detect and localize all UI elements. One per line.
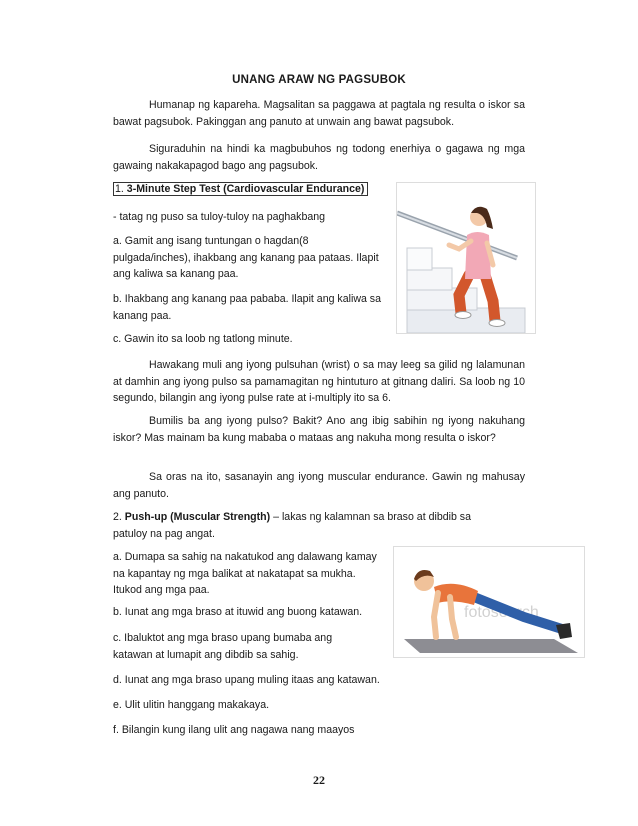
step-test-illustration <box>396 182 536 334</box>
muscular-endurance-paragraph: Sa oras na ito, sasanayin ang iyong muscular endurance. Gawin ng mahusay ang panuto. <box>113 471 525 500</box>
test2-step-a: a. Dumapa sa sahig na nakatukod ang dalawang kamay na kapantay ng mga balikat at nakatapat sa mukha. Itukod ang mga paa. <box>113 551 377 596</box>
test1-title: 3-Minute Step Test (Cardiovascular Endurance) <box>126 183 365 195</box>
pulse-questions-paragraph: Bumilis ba ang iyong pulso? Bakit? Ano ang ibig sabihin ng iyong nakuhang iskor? Mas mainam ba kung mababa o mataas ang nakuha mong resulta o iskor? <box>113 415 525 444</box>
intro-paragraph-2: Siguraduhin na hindi ka magbubuhos ng todong enerhiya o gagawa ng mga gawaing nakakapagod bago ang pagsubok. <box>113 143 525 172</box>
test2-step-f: f. Bilangin kung ilang ulit ang nagawa nang maayos <box>113 724 355 736</box>
test2-description: – lakas ng kalamnan sa braso at dibdib sa patuloy na pag angat. <box>113 511 471 540</box>
test1-number: 1. <box>115 183 124 195</box>
intro-paragraph-1: Humanap ng kapareha. Magsalitan sa paggawa at pagtala ng resulta o iskor sa bawat pagsubok. Pakinggan ang panuto at unwain ang bawat pagsubok. <box>113 99 525 128</box>
test2-number: 2. <box>113 511 122 523</box>
test1-step-a: a. Gamit ang isang tuntungan o hagdan(8 pulgada/inches), ihakbang ang kanang paa pataas. Ilapit ang kaliwa sa kanang paa. <box>113 235 379 280</box>
pulse-instructions-paragraph: Hawakang muli ang iyong pulsuhan (wrist) o sa may leeg sa gilid ng lalamunan at damhin ang iyong pulso sa pamamagitan ng hintuturo at gitnang daliri. Sa loob ng 10 segundo, bilangin ang iyong pulse rate at i-multiply ito sa 6. <box>113 359 525 404</box>
test1-step-b: b. Ihakbang ang kanang paa pababa. Ilapit ang kaliwa sa kanang paa. <box>113 293 381 322</box>
test2-heading <box>113 509 508 542</box>
watermark-text: fotosearch <box>464 604 539 621</box>
test2-title: Push-up (Muscular Strength) <box>124 511 271 523</box>
test1-step-c: c. Gawin ito sa loob ng tatlong minute. <box>113 333 293 345</box>
test1-heading <box>113 181 368 198</box>
page-number: 22 <box>313 773 325 787</box>
page-title: UNANG ARAW NG PAGSUBOK <box>232 74 406 86</box>
push-up-illustration <box>393 546 585 658</box>
test2-step-e: e. Ulit ulitin hanggang makakaya. <box>113 699 270 711</box>
test1-description: - tatag ng puso sa tuloy-tuloy na paghakbang <box>113 211 326 223</box>
test2-step-d: d. Iunat ang mga braso upang muling itaas ang katawan. <box>113 674 380 686</box>
test2-step-c: c. Ibaluktot ang mga braso upang bumaba ang katawan at lumapit ang dibdib sa sahig. <box>113 632 333 661</box>
test2-step-b: b. Iunat ang mga braso at ituwid ang buong katawan. <box>113 606 363 618</box>
